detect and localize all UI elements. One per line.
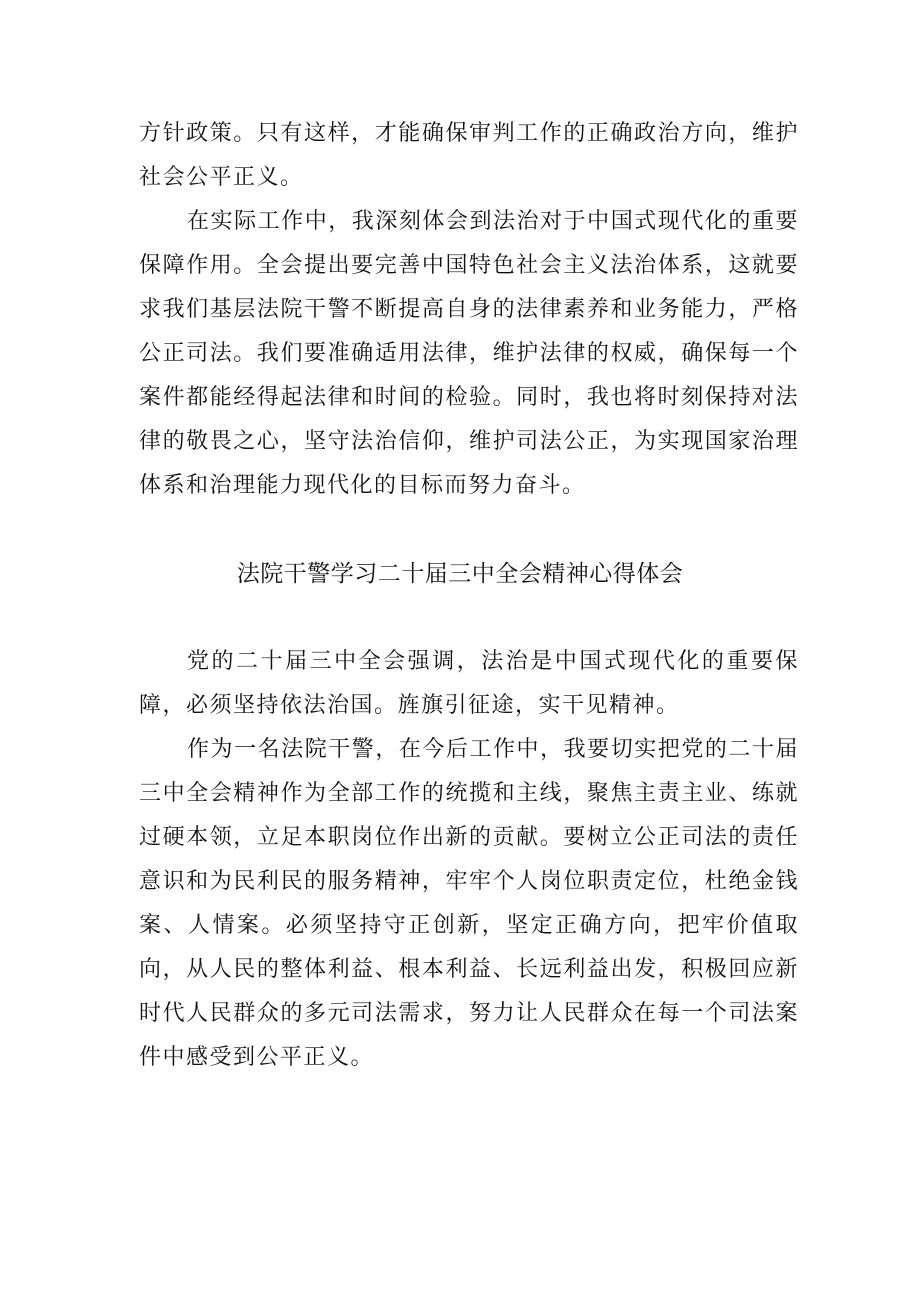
paragraph: 方针政策。只有这样，才能确保审判工作的正确政治方向，维护社会公平正义。 <box>139 121 799 190</box>
paragraph: 党的二十届三中全会强调，法治是中国式现代化的重要保障，必须坚持依法治国。旌旗引征途，实干见精神。 <box>139 649 799 718</box>
section-body <box>139 640 799 1080</box>
section-title: 法院干警学习二十届三中全会精神心得体会 <box>236 561 684 587</box>
paragraph: 在实际工作中，我深刻体会到法治对于中国式现代化的重要保障作用。全会提出要完善中国特色社会主义法治体系，这就要求我们基层法院干警不断提高自身的法律素养和业务能力，严格公正司法。我们要准确适用法律，维护法律的权威，确保每一个案件都能经得起法律和时间的检验。同时，我也将时刻保持对法律的敬畏之心，坚守法治信仰，维护司法公正，为实现国家治理体系和治理能力现代化的目标而努力奋斗。 <box>139 209 799 498</box>
continuation-text <box>139 112 799 508</box>
paragraph: 作为一名法院干警，在今后工作中，我要切实把党的二十届三中全会精神作为全部工作的统揽和主线，聚焦主责主业、练就过硬本领，立足本职岗位作出新的贡献。要树立公正司法的责任意识和为民利民的服务精神，牢牢个人岗位职责定位，杜绝金钱案、人情案。必须坚持守正创新，坚定正确方向，把牢价值取向，从人民的整体利益、根本利益、长远利益出发，积极回应新时代人民群众的多元司法需求，努力让人民群众在每一个司法案件中感受到公平正义。 <box>139 737 799 1070</box>
